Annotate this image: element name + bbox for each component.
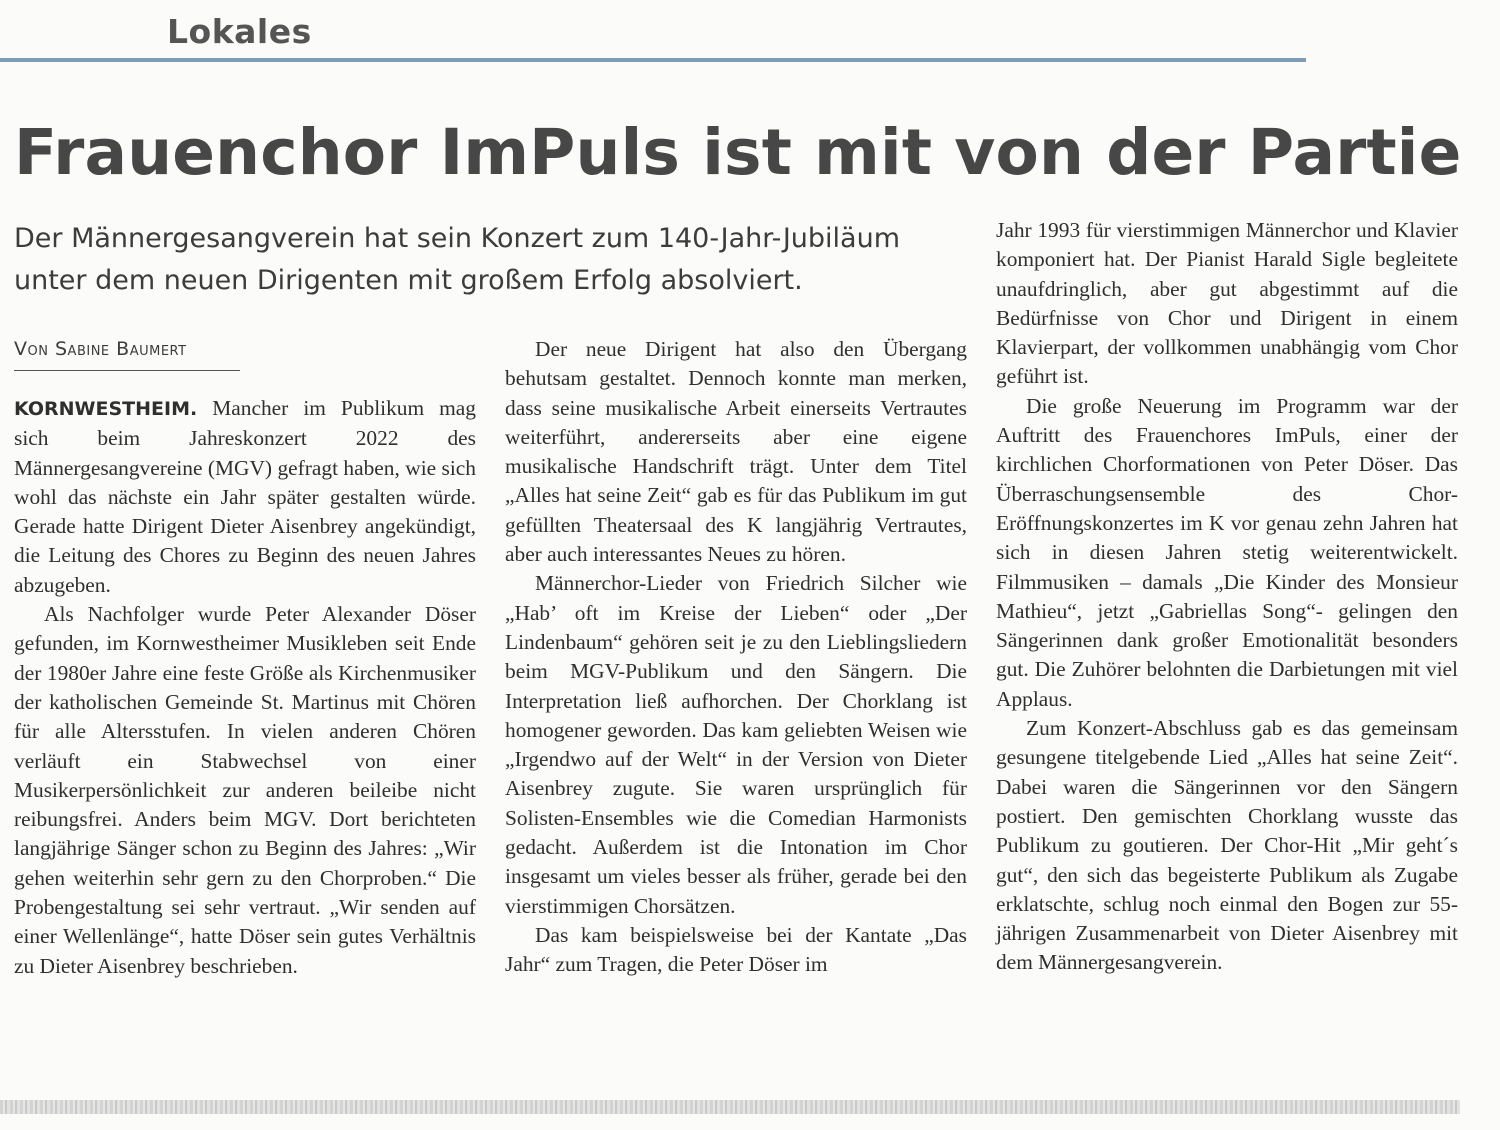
dateline: KORNWESTHEIM. — [14, 398, 198, 420]
byline: Von Sabine Baumert — [14, 338, 240, 371]
lead-text: Der Männergesangverein hat sein Konzert zum 140-Jahr-Jubiläum unter dem neuen Dirigenten mit großem Erfolg absolviert. — [14, 223, 901, 296]
paragraph — [14, 394, 476, 600]
paragraph-text: Mancher im Publikum mag sich beim Jahreskonzert 2022 des Männergesangvereine (MGV) gefragt haben, wie sich wohl das nächste ein Jahr später gestalten würde. Gerade hatte Dirigent Dieter Aisenbrey angekündigt, die Leitung des Chores zu Beginn des neuen Jahres abzugeben. — [14, 396, 476, 597]
paragraph: Jahr 1993 für vierstimmigen Männerchor und Klavier komponiert hat. Der Pianist Harald Sigle begleitete unaufdringlich, aber gut abgestimmt auf die Bedürfnisse von Chor und Dirigent in einem Klavierpart, der vollkommen unabhängig vom Chor geführt ist. — [996, 218, 1458, 389]
article-column-2 — [505, 335, 967, 980]
paragraph: Der neue Dirigent hat also den Übergang behutsam gestaltet. Dennoch konnte man merken, dass seine musikalische Arbeit einerseits Vertrautes weiterführt, andererseits aber eine eigene musikalische Handschrift trägt. Unter dem Titel „Alles hat seine Zeit“ gab es für das Publikum im gut gefüllten Theatersaal des K langjährig Vertrautes, aber auch interessantes Neues zu hören. — [505, 337, 967, 567]
section-rule — [0, 58, 1306, 62]
article-column-1 — [14, 394, 476, 981]
paragraph: Als Nachfolger wurde Peter Alexander Döser gefunden, im Kornwestheimer Musikleben seit Ende der 1980er Jahre eine feste Größe als Kirchenmusiker der katholischen Gemeinde St. Martinus mit Chören für alle Altersstufen. In vielen anderen Chören verläuft ein Stabwechsel von einer Musikerpersönlichkeit zur anderen beileibe nicht reibungsfrei. Anders beim MGV. Dort berichteten langjährige Sänger schon zu Beginn des Jahres: „Wir gehen weiterhin sehr gern zu den Chorproben.“ Die Probengestaltung sei sehr vertraut. „Wir senden auf einer Wellenlänge“, hatte Döser sein gutes Verhältnis zu Dieter Aisenbrey beschrieben. — [14, 602, 476, 978]
section-label: Lokales — [167, 12, 312, 51]
paragraph: Zum Konzert-Abschluss gab es das gemeinsam gesungene titelgebende Lied „Alles hat seine Zeit“. Dabei waren die Sängerinnen vor den Sängern postiert. Den gemischten Chorklang wusste das Publikum zu goutieren. Der Chor-Hit „Mir geht´s gut“, den sich das begeisterte Publikum als Zugabe erklatschte, schlug noch einmal den Bogen zur 55-jährigen Zusammenarbeit von Dieter Aisenbrey mit dem Männergesangverein. — [996, 716, 1458, 975]
paragraph: Die große Neuerung im Programm war der Auftritt des Frauenchores ImPuls, einer der kirchlichen Chorformationen von Peter Döser. Das Überraschungsensemble des Chor-Eröffnungskonzertes im K vor genau zehn Jahren hat sich in diesen Jahren stetig weiterentwickelt. Filmmusiken – damals „Die Kinder des Monsieur Mathieu“, jetzt „Gabriellas Song“- gelingen den Sängerinnen dank großer Emotionalität besonders gut. Die Zuhörer belohnten die Darbietungen mit viel Applaus. — [996, 393, 1458, 711]
paragraph: Das kam beispielsweise bei der Kantate „Das Jahr“ zum Tragen, die Peter Döser im — [505, 922, 967, 977]
headline: Frauenchor ImPuls ist mit von der Partie — [14, 116, 1462, 189]
article-column-3 — [996, 216, 1458, 978]
paragraph: Männerchor-Lieder von Friedrich Silcher wie „Hab’ oft im Kreise der Lieben“ oder „Der Lindenbaum“ gehören seit je zu den Lieblingsliedern beim MGV-Publikum und den Sängern. Die Interpretation ließ aufhorchen. Der Chorklang ist homogener geworden. Das kam geliebten Weisen wie „Irgendwo auf der Welt“ in der Version von Dieter Aisenbrey zugute. Sie waren ursprünglich für Solisten-Ensembles wie die Comedian Harmonists gedacht. Außerdem ist die Intonation im Chor insgesamt um vieles besser als früher, gerade bei den vierstimmigen Chorsätzen. — [505, 571, 967, 918]
scan-edge-band — [0, 1100, 1460, 1114]
